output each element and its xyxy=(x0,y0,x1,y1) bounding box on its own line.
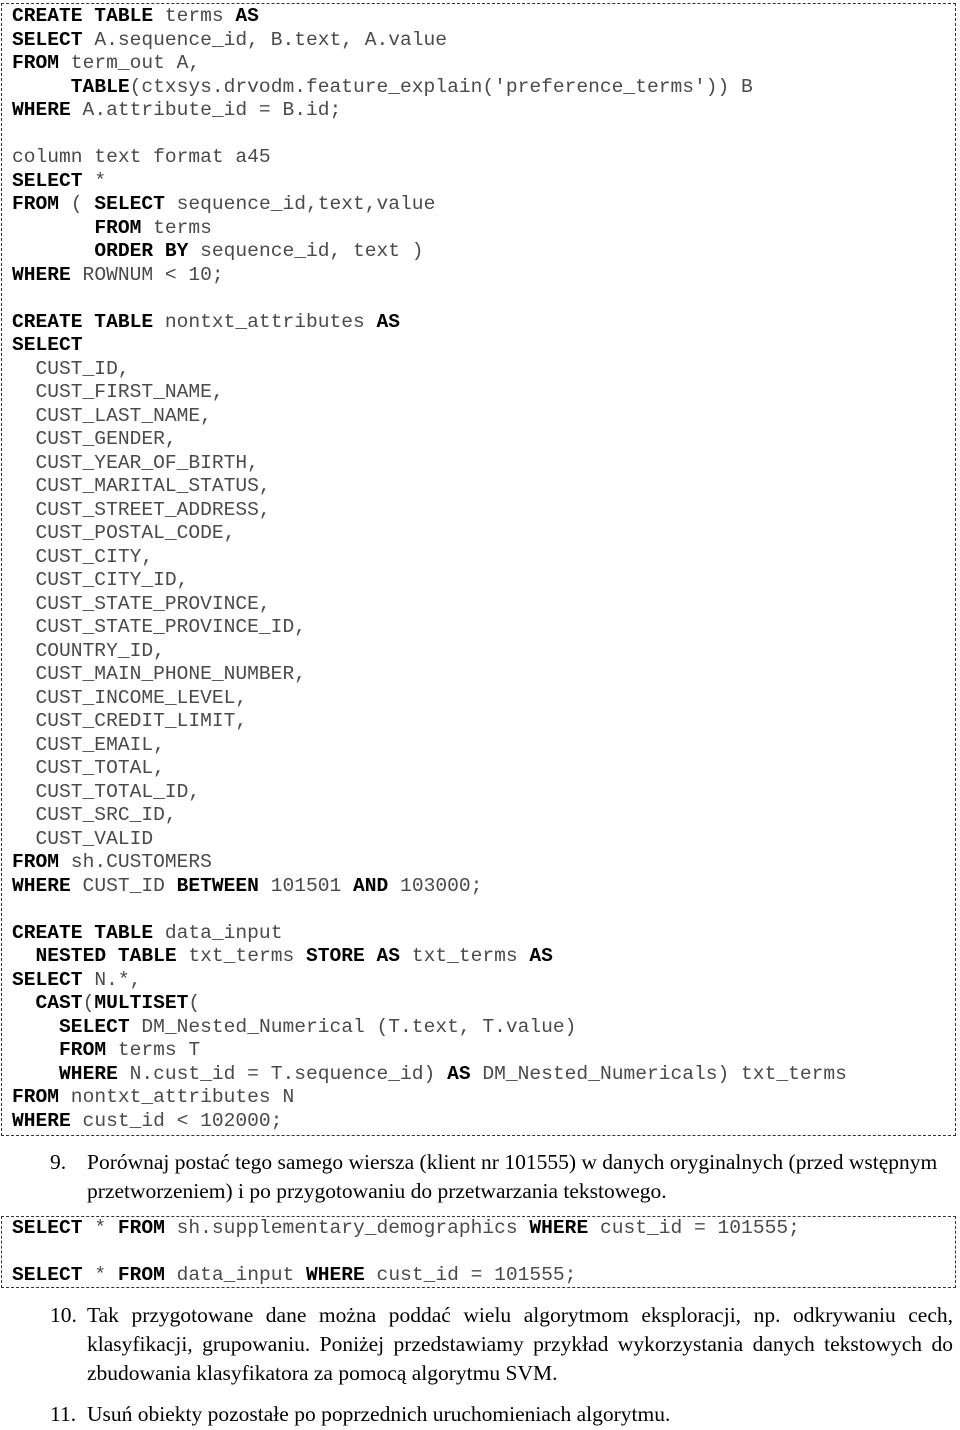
code-line xyxy=(12,193,955,217)
code-line xyxy=(12,569,955,593)
sql-text: data_input xyxy=(153,921,283,944)
sql-text: CUST_VALID xyxy=(12,827,154,850)
code-line xyxy=(12,781,955,805)
sql-keyword: WHERE xyxy=(59,1062,118,1085)
sql-text: CUST_STATE_PROVINCE, xyxy=(12,592,271,615)
sql-text: terms xyxy=(141,216,212,239)
sql-text: data_input xyxy=(164,1264,306,1286)
item-10-text: Tak przygotowane dane można poddać wielu algorytmom eksploracji, np. odkrywaniu cech, klasyfikacji, grupowaniu. Poniżej przedstawiamy przykład wykorzystania danych tekstowych do zbudowania klasyfikatora za pomocą algorytmu SVM. xyxy=(87,1303,953,1385)
code-line xyxy=(12,123,955,147)
sql-keyword: SELECT xyxy=(12,1217,83,1239)
sql-text: CUST_EMAIL, xyxy=(12,733,165,756)
code-line xyxy=(12,663,955,687)
sql-text: CUST_LAST_NAME, xyxy=(12,404,212,427)
code-line xyxy=(12,5,955,29)
item-9-text: Porównaj postać tego samego wiersza (klient nr 101555) w danych oryginalnych (przed wstępnym przetworzeniem) i po przygotowaniu do przetwarzania tekstowego. xyxy=(87,1150,938,1203)
code-line xyxy=(12,546,955,570)
code-line xyxy=(12,381,955,405)
sql-text: CUST_STREET_ADDRESS, xyxy=(12,498,271,521)
sql-text: column text format a45 xyxy=(12,146,271,168)
sql-keyword: WHERE xyxy=(12,263,71,286)
sql-text xyxy=(12,1016,59,1038)
code-line xyxy=(12,311,955,335)
sql-keyword: BETWEEN xyxy=(176,874,259,897)
code-line xyxy=(12,146,955,170)
sql-text xyxy=(12,76,71,98)
instruction-item-11 xyxy=(50,1400,955,1430)
code-line xyxy=(12,287,955,311)
code-line xyxy=(12,76,955,100)
item-11-text: Usuń obiekty pozostałe po poprzednich uruchomieniach algorytmu. xyxy=(87,1402,671,1426)
code-line xyxy=(12,734,955,758)
sql-code-block-2 xyxy=(1,1216,956,1288)
sql-text xyxy=(12,240,94,262)
sql-text: CUST_FIRST_NAME, xyxy=(12,381,224,403)
sql-text: CUST_CREDIT_LIMIT, xyxy=(12,710,248,732)
sql-keyword: WHERE xyxy=(306,1264,365,1286)
sql-keyword: STORE AS xyxy=(305,945,401,967)
sql-text: cust_id < 102000; xyxy=(70,1109,283,1132)
sql-keyword: AS xyxy=(529,945,553,967)
sql-code-block-1 xyxy=(1,3,956,1136)
code-line xyxy=(12,522,955,546)
sql-text: 101501 xyxy=(258,874,354,897)
sql-text: (ctxsys.drvodm.feature_explain('preference_terms')) B xyxy=(129,75,753,98)
sql-text xyxy=(12,992,36,1014)
sql-keyword: FROM xyxy=(12,851,60,873)
sql-text: CUST_YEAR_OF_BIRTH, xyxy=(12,451,259,474)
sql-keyword: FROM xyxy=(12,193,60,215)
sql-keyword: CREATE TABLE xyxy=(12,310,154,333)
sql-text: terms xyxy=(153,5,236,27)
sql-keyword: TABLE xyxy=(70,75,130,98)
sql-keyword: WHERE xyxy=(529,1217,589,1239)
sql-text: * xyxy=(82,1264,118,1286)
sql-text: DM_Nested_Numericals) txt_terms xyxy=(470,1062,847,1085)
sql-text: ( xyxy=(82,992,95,1014)
code-line xyxy=(12,1039,955,1063)
sql-text: CUST_MAIN_PHONE_NUMBER, xyxy=(12,663,306,685)
sql-text: sh.CUSTOMERS xyxy=(59,851,212,873)
sql-text: term_out A, xyxy=(59,52,201,74)
sql-text: 103000; xyxy=(388,874,483,897)
code-line xyxy=(12,969,955,993)
sql-keyword: CREATE TABLE xyxy=(12,5,154,27)
sql-keyword: SELECT xyxy=(12,334,83,356)
sql-text: CUST_SRC_ID, xyxy=(12,804,177,826)
sql-keyword: AND xyxy=(353,874,389,897)
sql-text: sh.supplementary_demographics xyxy=(164,1217,530,1239)
sql-keyword: SELECT xyxy=(12,1264,83,1286)
code-line xyxy=(12,992,955,1016)
sql-text: CUST_ID, xyxy=(12,357,130,380)
sql-text: N.cust_id = T.sequence_id) xyxy=(117,1062,448,1085)
item-9-number: 9. xyxy=(50,1150,67,1174)
sql-text: terms T xyxy=(106,1039,201,1061)
sql-text: A.attribute_id = B.id; xyxy=(70,99,342,121)
sql-text xyxy=(12,1063,59,1085)
sql-text xyxy=(12,1039,59,1061)
sql-keyword: SELECT xyxy=(12,28,83,51)
sql-text: CUST_ID xyxy=(70,874,177,897)
sql-keyword: FROM xyxy=(12,1086,60,1108)
code-line xyxy=(12,358,955,382)
sql-text: * xyxy=(82,169,107,192)
code-line xyxy=(12,757,955,781)
sql-keyword: WHERE xyxy=(12,874,71,897)
sql-text: CUST_MARITAL_STATUS, xyxy=(12,475,271,497)
code-line xyxy=(12,875,955,899)
code-line xyxy=(12,240,955,264)
sql-text: txt_terms xyxy=(176,945,306,967)
sql-text: CUST_STATE_PROVINCE_ID, xyxy=(12,616,306,638)
sql-keyword: FROM xyxy=(59,1039,107,1061)
sql-text: CUST_POSTAL_CODE, xyxy=(12,522,236,544)
code-line xyxy=(12,1110,955,1134)
sql-text: nontxt_attributes N xyxy=(59,1086,295,1108)
code-line xyxy=(12,1016,955,1040)
code-line xyxy=(12,334,955,358)
sql-text: CUST_INCOME_LEVEL, xyxy=(12,686,248,709)
code-line xyxy=(12,616,955,640)
sql-text: ( xyxy=(59,193,95,215)
code-line xyxy=(12,1264,955,1288)
code-line xyxy=(12,99,955,123)
code-line xyxy=(12,898,955,922)
code-line xyxy=(12,29,955,53)
sql-keyword: MULTISET xyxy=(94,992,189,1014)
item-10-number: 10. xyxy=(50,1303,77,1327)
sql-keyword: AS xyxy=(376,310,401,333)
sql-text xyxy=(12,945,36,967)
code-line xyxy=(12,640,955,664)
code-line xyxy=(12,1086,955,1110)
sql-keyword: SELECT xyxy=(59,1015,130,1038)
sql-keyword: FROM xyxy=(12,52,60,74)
code-line xyxy=(12,804,955,828)
sql-text: DM_Nested_Numerical (T.text, T.value) xyxy=(129,1015,577,1038)
code-line xyxy=(12,52,955,76)
code-line xyxy=(12,452,955,476)
code-line xyxy=(12,475,955,499)
code-line xyxy=(12,499,955,523)
sql-text: sequence_id, text ) xyxy=(188,240,424,262)
sql-text: txt_terms xyxy=(400,945,530,967)
code-line xyxy=(12,405,955,429)
item-11-number: 11. xyxy=(50,1402,77,1426)
sql-keyword: SELECT xyxy=(94,193,165,215)
code-line xyxy=(12,828,955,852)
code-line xyxy=(12,217,955,241)
sql-keyword: CREATE TABLE xyxy=(12,921,154,944)
code-line xyxy=(12,945,955,969)
sql-text: ( xyxy=(188,992,201,1014)
sql-text: nontxt_attributes xyxy=(153,310,377,333)
code-line xyxy=(12,687,955,711)
sql-keyword: WHERE xyxy=(12,99,71,121)
code-line xyxy=(12,170,955,194)
code-line xyxy=(12,710,955,734)
code-line xyxy=(12,1063,955,1087)
sql-text: CUST_CITY_ID, xyxy=(12,569,189,591)
code-line xyxy=(12,1217,955,1241)
sql-text: CUST_CITY, xyxy=(12,545,154,568)
code-line xyxy=(12,922,955,946)
sql-keyword: SELECT xyxy=(12,169,83,192)
sql-text: * xyxy=(82,1217,118,1239)
sql-text: A.sequence_id, B.text, A.value xyxy=(82,28,448,51)
sql-text xyxy=(12,217,94,239)
code-line xyxy=(12,593,955,617)
instruction-item-9 xyxy=(50,1148,950,1208)
sql-keyword: FROM xyxy=(94,216,142,239)
sql-keyword: NESTED TABLE xyxy=(35,945,177,967)
code-line xyxy=(12,264,955,288)
sql-keyword: CAST xyxy=(35,992,83,1014)
sql-text: CUST_TOTAL, xyxy=(12,757,165,779)
code-line xyxy=(12,851,955,875)
sql-keyword: SELECT xyxy=(12,968,83,991)
sql-keyword: WHERE xyxy=(12,1109,71,1132)
sql-text: N.*, xyxy=(82,968,142,991)
sql-keyword: FROM xyxy=(117,1217,165,1239)
code-line xyxy=(12,1241,955,1265)
sql-keyword: FROM xyxy=(117,1264,165,1286)
sql-text: cust_id = 101555; xyxy=(588,1217,800,1239)
sql-text: ROWNUM < 10; xyxy=(70,263,224,286)
sql-text: sequence_id,text,value xyxy=(164,193,436,215)
sql-text: CUST_GENDER, xyxy=(12,428,177,450)
sql-text: CUST_TOTAL_ID, xyxy=(12,780,201,803)
sql-keyword: AS xyxy=(235,5,259,27)
sql-keyword: ORDER BY xyxy=(94,240,189,262)
sql-text: cust_id = 101555; xyxy=(364,1264,577,1286)
code-line xyxy=(12,428,955,452)
instruction-item-10 xyxy=(50,1301,955,1391)
sql-keyword: AS xyxy=(447,1062,471,1085)
sql-text: COUNTRY_ID, xyxy=(12,639,165,662)
